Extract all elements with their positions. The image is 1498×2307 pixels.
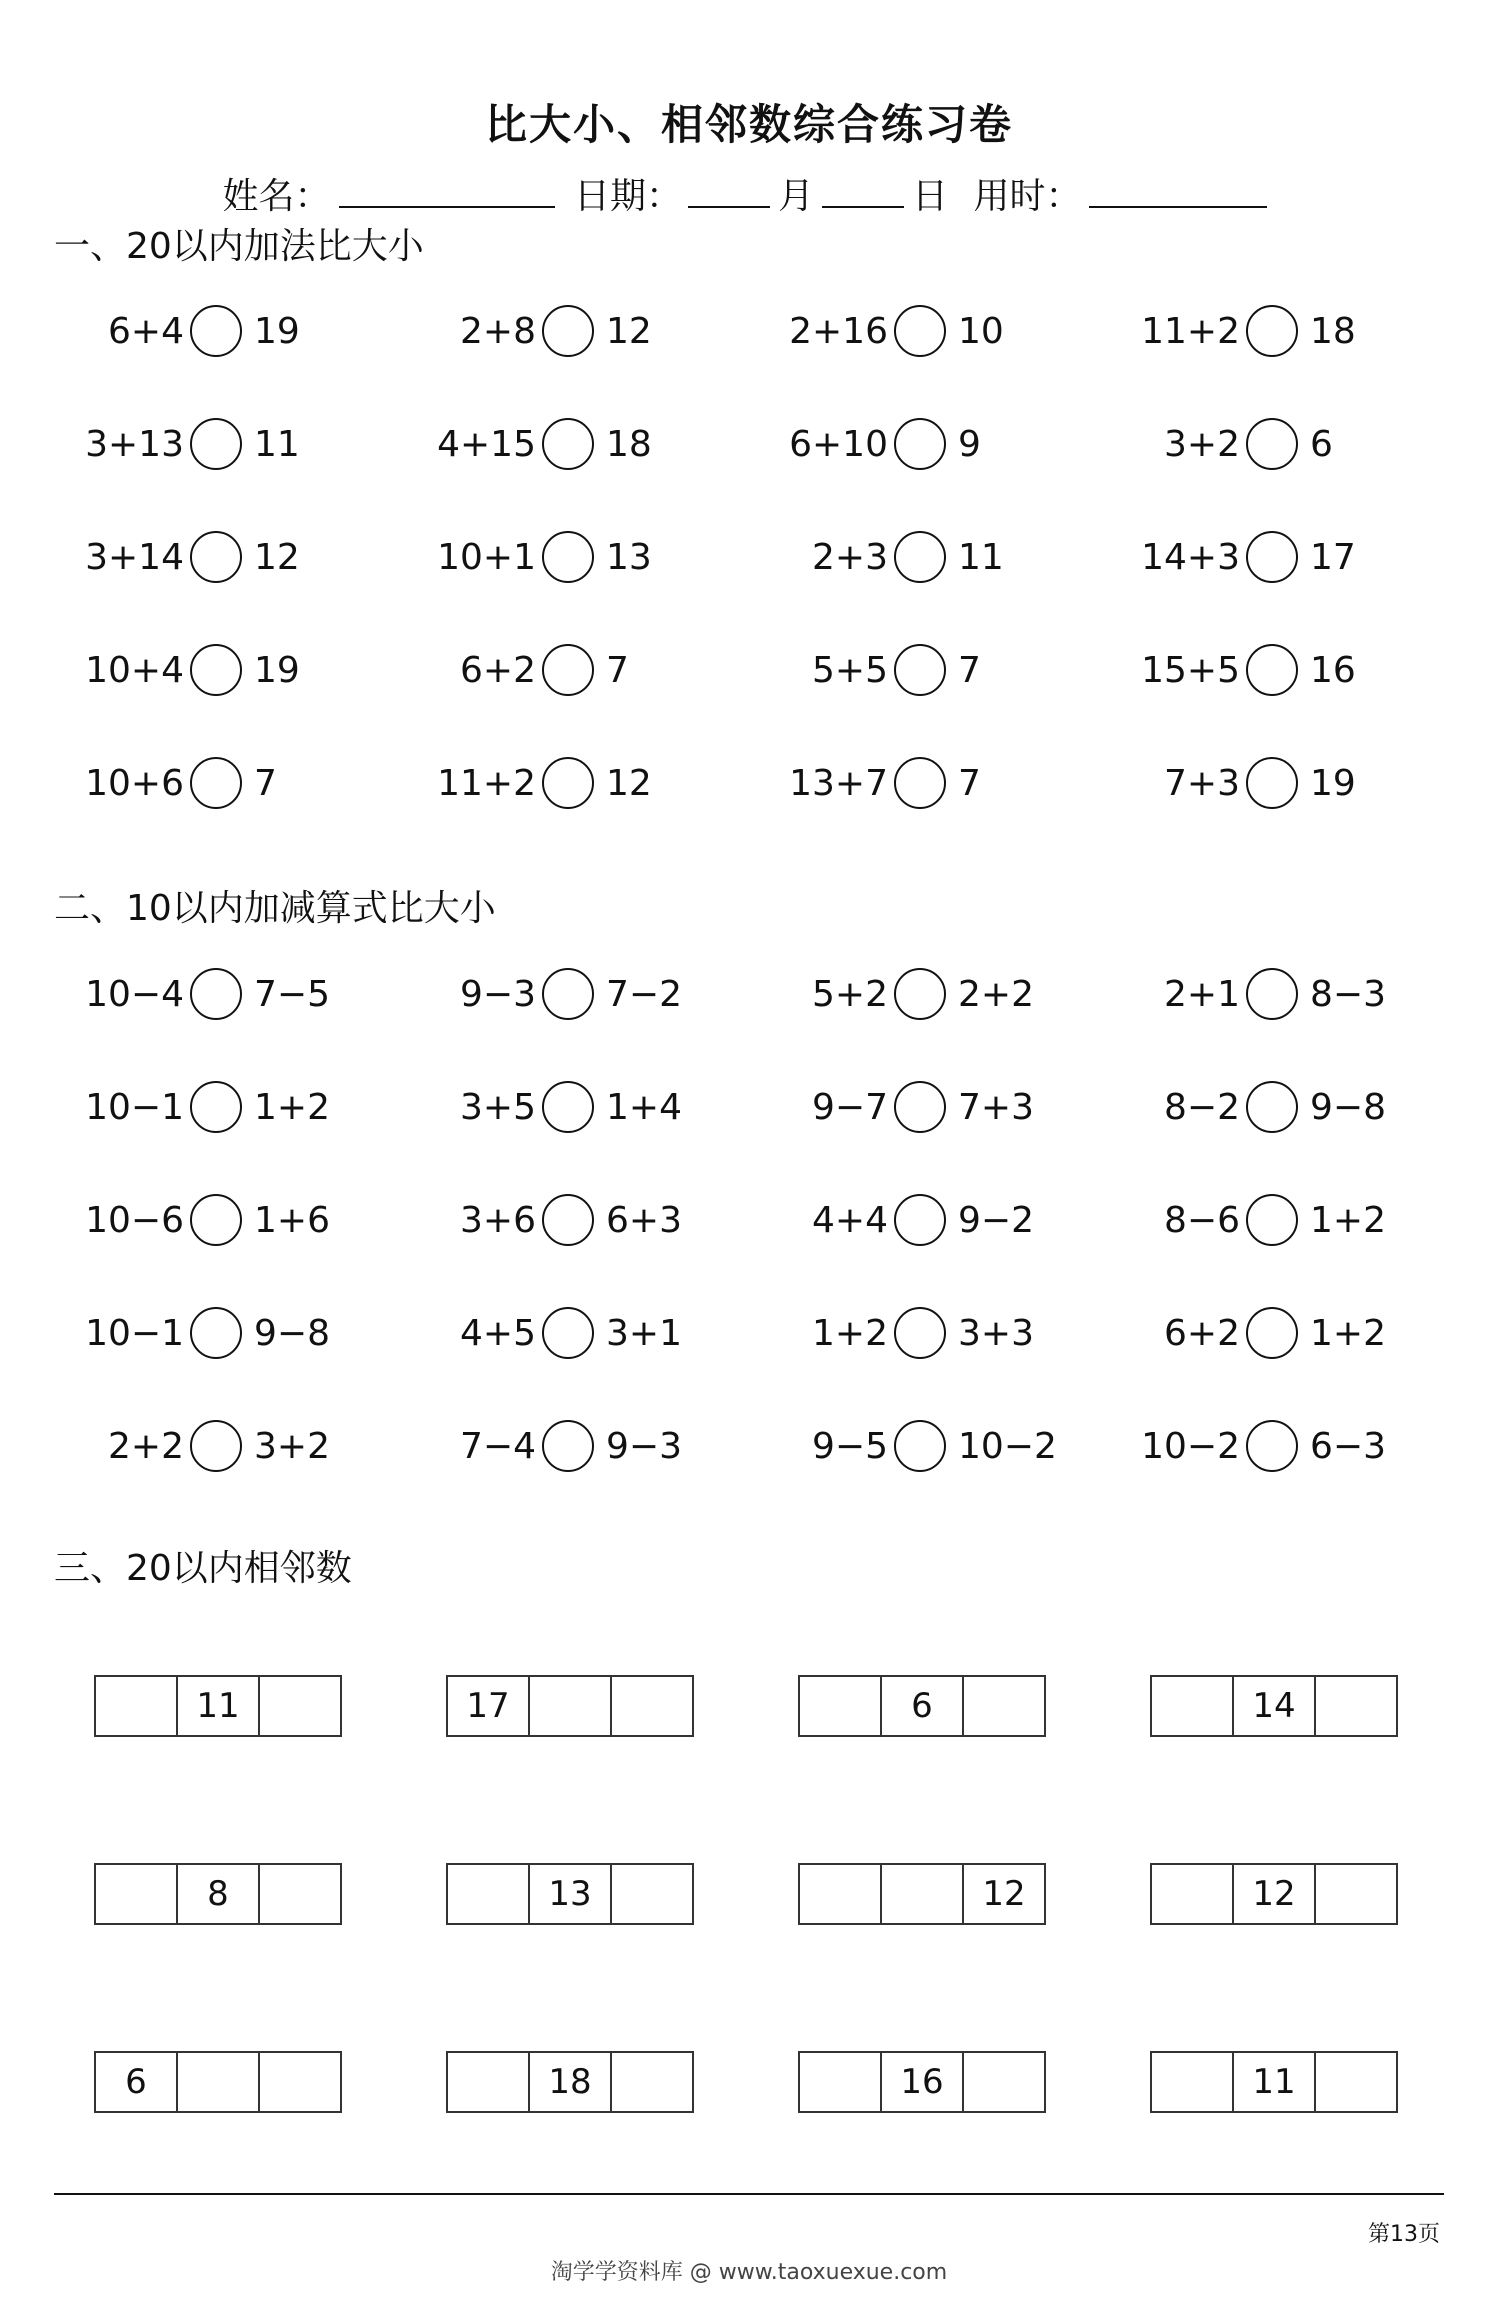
addition-compare-problem xyxy=(416,414,652,474)
answer-circle[interactable] xyxy=(190,1420,242,1472)
expression-compare-problem xyxy=(64,1190,330,1250)
right-expression: 6 xyxy=(1310,423,1333,465)
right-expression: 1+6 xyxy=(254,1199,330,1241)
left-expression: 6+2 xyxy=(460,649,536,691)
answer-circle[interactable] xyxy=(542,305,594,357)
left-expression: 1+2 xyxy=(812,1312,888,1354)
expression-compare-problem xyxy=(416,1190,682,1250)
watermark-text: 淘学学资料库 @ www.taoxuexue.com xyxy=(550,2260,948,2285)
right-expression: 7 xyxy=(958,649,981,691)
neighbor-given-cell: 17 xyxy=(466,1686,510,1726)
expression-compare-problem xyxy=(64,1077,330,1137)
addition-compare-problem xyxy=(64,527,300,587)
right-expression: 9−2 xyxy=(958,1199,1034,1241)
left-expression: 2+1 xyxy=(1164,973,1240,1015)
answer-circle[interactable] xyxy=(894,305,946,357)
expression-compare-problem xyxy=(64,1303,330,1363)
left-expression: 2+2 xyxy=(108,1425,184,1467)
answer-circle[interactable] xyxy=(894,757,946,809)
left-expression: 10−4 xyxy=(85,973,184,1015)
answer-circle[interactable] xyxy=(894,1420,946,1472)
right-expression: 7 xyxy=(958,762,981,804)
addition-compare-problem xyxy=(768,301,1004,361)
neighbor-given-cell: 12 xyxy=(962,1865,1044,1923)
time-label: 用时： xyxy=(973,176,1082,217)
left-expression: 11+2 xyxy=(1141,310,1240,352)
answer-circle[interactable] xyxy=(894,968,946,1020)
right-expression: 19 xyxy=(1310,762,1356,804)
left-expression: 10−1 xyxy=(85,1086,184,1128)
neighbor-given-cell: 11 xyxy=(1232,2053,1314,2111)
answer-circle[interactable] xyxy=(542,1307,594,1359)
addition-compare-problem xyxy=(64,753,277,813)
right-expression: 3+3 xyxy=(958,1312,1034,1354)
left-expression: 6+2 xyxy=(1164,1312,1240,1354)
expression-compare-problem xyxy=(1120,1303,1386,1363)
right-expression: 11 xyxy=(958,536,1004,578)
neighbor-given-cell: 11 xyxy=(176,1677,258,1735)
addition-compare-problem xyxy=(768,414,981,474)
expression-compare-problem xyxy=(416,964,682,1024)
neighbor-answer-cell[interactable] xyxy=(610,2053,692,2111)
neighbor-given-cell: 6 xyxy=(880,1677,962,1735)
day-blank[interactable] xyxy=(822,172,904,208)
left-expression: 3+14 xyxy=(85,536,184,578)
right-expression: 18 xyxy=(1310,310,1356,352)
right-expression: 1+2 xyxy=(1310,1312,1386,1354)
answer-circle[interactable] xyxy=(190,1081,242,1133)
right-expression: 9−8 xyxy=(1310,1086,1386,1128)
addition-compare-problem xyxy=(1120,640,1356,700)
neighbor-number-box xyxy=(446,1675,694,1737)
right-expression: 1+2 xyxy=(254,1086,330,1128)
neighbor-answer-cell[interactable] xyxy=(258,2053,340,2111)
expression-compare-problem xyxy=(416,1077,682,1137)
left-expression: 10−1 xyxy=(85,1312,184,1354)
left-expression: 10+4 xyxy=(85,649,184,691)
left-expression: 3+13 xyxy=(85,423,184,465)
left-expression: 9−5 xyxy=(812,1425,888,1467)
neighbor-given-cell: 12 xyxy=(1232,1865,1314,1923)
left-expression: 10−6 xyxy=(85,1199,184,1241)
neighbor-given-cell: 6 xyxy=(125,2062,147,2102)
left-expression: 5+2 xyxy=(812,973,888,1015)
right-expression: 7+3 xyxy=(958,1086,1034,1128)
expression-compare-problem xyxy=(416,1416,682,1476)
neighbor-answer-cell[interactable] xyxy=(258,1865,340,1923)
right-expression: 18 xyxy=(606,423,652,465)
right-expression: 9−3 xyxy=(606,1425,682,1467)
right-expression: 1+2 xyxy=(1310,1199,1386,1241)
answer-circle[interactable] xyxy=(894,1307,946,1359)
page-number: 第13页 xyxy=(1368,2222,1440,2247)
expression-compare-problem xyxy=(768,1077,1034,1137)
right-expression: 7−2 xyxy=(606,973,682,1015)
month-blank[interactable] xyxy=(688,172,770,208)
neighbor-given-cell: 8 xyxy=(176,1865,258,1923)
expression-compare-problem xyxy=(1120,964,1386,1024)
right-expression: 8−3 xyxy=(1310,973,1386,1015)
left-expression: 4+4 xyxy=(812,1199,888,1241)
right-expression: 17 xyxy=(1310,536,1356,578)
neighbor-answer-cell[interactable] xyxy=(1152,1865,1232,1923)
left-expression: 3+6 xyxy=(460,1199,536,1241)
addition-compare-problem xyxy=(768,753,981,813)
right-expression: 9 xyxy=(958,423,981,465)
answer-circle[interactable] xyxy=(1246,1307,1298,1359)
neighbor-answer-cell[interactable] xyxy=(800,1677,880,1735)
neighbor-answer-cell[interactable] xyxy=(1152,1677,1232,1735)
answer-circle[interactable] xyxy=(190,531,242,583)
answer-circle[interactable] xyxy=(190,1194,242,1246)
expression-compare-problem xyxy=(768,1190,1034,1250)
left-expression: 4+5 xyxy=(460,1312,536,1354)
neighbor-number-box xyxy=(798,2051,1046,2113)
addition-compare-problem xyxy=(1120,301,1356,361)
addition-compare-problem xyxy=(1120,414,1333,474)
answer-circle[interactable] xyxy=(190,418,242,470)
neighbor-number-box xyxy=(798,1863,1046,1925)
addition-compare-problem xyxy=(416,301,652,361)
addition-compare-problem xyxy=(416,527,652,587)
left-expression: 13+7 xyxy=(789,762,888,804)
addition-compare-problem xyxy=(1120,753,1356,813)
left-expression: 3+5 xyxy=(460,1086,536,1128)
section-3-title: 三、20以内相邻数 xyxy=(54,1548,352,1589)
left-expression: 8−2 xyxy=(1164,1086,1240,1128)
right-expression: 19 xyxy=(254,649,300,691)
answer-circle[interactable] xyxy=(1246,305,1298,357)
student-info-row xyxy=(0,168,1498,219)
right-expression: 13 xyxy=(606,536,652,578)
answer-circle[interactable] xyxy=(190,968,242,1020)
neighbor-number-box xyxy=(446,2051,694,2113)
neighbor-number-box xyxy=(1150,1675,1398,1737)
name-label: 姓名： xyxy=(222,176,331,217)
answer-circle[interactable] xyxy=(1246,968,1298,1020)
right-expression: 12 xyxy=(606,762,652,804)
answer-circle[interactable] xyxy=(894,1194,946,1246)
answer-circle[interactable] xyxy=(542,968,594,1020)
neighbor-given-cell: 16 xyxy=(880,2053,962,2111)
footer-divider xyxy=(54,2193,1444,2195)
expression-compare-problem xyxy=(768,964,1034,1024)
right-expression: 7−5 xyxy=(254,973,330,1015)
left-expression: 7+3 xyxy=(1164,762,1240,804)
neighbor-answer-cell[interactable] xyxy=(258,1677,340,1735)
answer-circle[interactable] xyxy=(542,1081,594,1133)
neighbor-given-cell: 13 xyxy=(528,1865,610,1923)
right-expression: 9−8 xyxy=(254,1312,330,1354)
left-expression: 10+6 xyxy=(85,762,184,804)
addition-compare-problem xyxy=(416,640,629,700)
right-expression: 11 xyxy=(254,423,300,465)
right-expression: 7 xyxy=(606,649,629,691)
month-label: 月 xyxy=(777,176,814,217)
answer-circle[interactable] xyxy=(542,1194,594,1246)
neighbor-number-box xyxy=(1150,1863,1398,1925)
addition-compare-problem xyxy=(64,640,300,700)
answer-circle[interactable] xyxy=(894,418,946,470)
right-expression: 6+3 xyxy=(606,1199,682,1241)
neighbor-answer-cell[interactable] xyxy=(1314,1677,1396,1735)
expression-compare-problem xyxy=(1120,1190,1386,1250)
answer-circle[interactable] xyxy=(542,418,594,470)
answer-circle[interactable] xyxy=(1246,1081,1298,1133)
addition-compare-problem xyxy=(768,527,1004,587)
answer-circle[interactable] xyxy=(542,757,594,809)
right-expression: 3+2 xyxy=(254,1425,330,1467)
neighbor-given-cell: 18 xyxy=(528,2053,610,2111)
left-expression: 7−4 xyxy=(460,1425,536,1467)
addition-compare-problem xyxy=(416,753,652,813)
expression-compare-problem xyxy=(768,1416,1057,1476)
neighbor-answer-cell[interactable] xyxy=(96,1865,176,1923)
neighbor-answer-cell[interactable] xyxy=(1152,2053,1232,2111)
right-expression: 19 xyxy=(254,310,300,352)
answer-circle[interactable] xyxy=(894,1081,946,1133)
neighbor-number-box xyxy=(94,2051,342,2113)
left-expression: 5+5 xyxy=(812,649,888,691)
answer-circle[interactable] xyxy=(542,1420,594,1472)
neighbor-answer-cell[interactable] xyxy=(800,2053,880,2111)
left-expression: 6+10 xyxy=(789,423,888,465)
expression-compare-problem xyxy=(1120,1077,1386,1137)
left-expression: 10−2 xyxy=(1141,1425,1240,1467)
addition-compare-problem xyxy=(1120,527,1356,587)
section-2-title: 二、10以内加减算式比大小 xyxy=(54,888,496,929)
neighbor-answer-cell[interactable] xyxy=(448,1865,528,1923)
left-expression: 6+4 xyxy=(108,310,184,352)
answer-circle[interactable] xyxy=(1246,418,1298,470)
neighbor-number-box xyxy=(1150,2051,1398,2113)
answer-circle[interactable] xyxy=(190,305,242,357)
neighbor-number-box xyxy=(446,1863,694,1925)
right-expression: 10 xyxy=(958,310,1004,352)
neighbor-answer-cell[interactable] xyxy=(96,1677,176,1735)
answer-circle[interactable] xyxy=(190,644,242,696)
answer-circle[interactable] xyxy=(1246,531,1298,583)
time-blank[interactable] xyxy=(1089,172,1267,208)
expression-compare-problem xyxy=(1120,1416,1386,1476)
expression-compare-problem xyxy=(768,1303,1034,1363)
left-expression: 10+1 xyxy=(437,536,536,578)
section-1-title: 一、20以内加法比大小 xyxy=(54,226,424,267)
answer-circle[interactable] xyxy=(894,531,946,583)
neighbor-answer-cell[interactable] xyxy=(962,2053,1044,2111)
right-expression: 1+4 xyxy=(606,1086,682,1128)
left-expression: 11+2 xyxy=(437,762,536,804)
left-expression: 14+3 xyxy=(1141,536,1240,578)
expression-compare-problem xyxy=(64,1416,330,1476)
answer-circle[interactable] xyxy=(1246,1194,1298,1246)
right-expression: 16 xyxy=(1310,649,1356,691)
expression-compare-problem xyxy=(64,964,330,1024)
addition-compare-problem xyxy=(64,301,300,361)
neighbor-given-cell: 14 xyxy=(1232,1677,1314,1735)
right-expression: 2+2 xyxy=(958,973,1034,1015)
left-expression: 15+5 xyxy=(1141,649,1240,691)
right-expression: 6−3 xyxy=(1310,1425,1386,1467)
expression-compare-problem xyxy=(416,1303,682,1363)
neighbor-answer-cell[interactable] xyxy=(176,2053,258,2111)
answer-circle[interactable] xyxy=(542,531,594,583)
neighbor-answer-cell[interactable] xyxy=(528,1677,610,1735)
left-expression: 2+8 xyxy=(460,310,536,352)
left-expression: 3+2 xyxy=(1164,423,1240,465)
answer-circle[interactable] xyxy=(1246,1420,1298,1472)
neighbor-answer-cell[interactable] xyxy=(610,1677,692,1735)
left-expression: 4+15 xyxy=(437,423,536,465)
neighbor-answer-cell[interactable] xyxy=(800,1865,880,1923)
addition-compare-problem xyxy=(768,640,981,700)
date-label: 日期： xyxy=(573,176,682,217)
left-expression: 2+16 xyxy=(789,310,888,352)
right-expression: 10−2 xyxy=(958,1425,1057,1467)
neighbor-answer-cell[interactable] xyxy=(1314,2053,1396,2111)
neighbor-answer-cell[interactable] xyxy=(962,1677,1044,1735)
neighbor-answer-cell[interactable] xyxy=(610,1865,692,1923)
addition-compare-problem xyxy=(64,414,300,474)
left-expression: 9−7 xyxy=(812,1086,888,1128)
left-expression: 9−3 xyxy=(460,973,536,1015)
day-label: 日 xyxy=(912,176,949,217)
page-title: 比大小、相邻数综合练习卷 xyxy=(484,100,1013,149)
neighbor-answer-cell[interactable] xyxy=(448,2053,528,2111)
neighbor-answer-cell[interactable] xyxy=(1314,1865,1396,1923)
right-expression: 12 xyxy=(606,310,652,352)
answer-circle[interactable] xyxy=(1246,757,1298,809)
answer-circle[interactable] xyxy=(542,644,594,696)
answer-circle[interactable] xyxy=(190,1307,242,1359)
right-expression: 7 xyxy=(254,762,277,804)
right-expression: 12 xyxy=(254,536,300,578)
right-expression: 3+1 xyxy=(606,1312,682,1354)
neighbor-answer-cell[interactable] xyxy=(880,1865,962,1923)
left-expression: 8−6 xyxy=(1164,1199,1240,1241)
neighbor-number-box xyxy=(94,1863,342,1925)
neighbor-number-box xyxy=(94,1675,342,1737)
neighbor-number-box xyxy=(798,1675,1046,1737)
name-blank[interactable] xyxy=(339,172,555,208)
answer-circle[interactable] xyxy=(190,757,242,809)
answer-circle[interactable] xyxy=(1246,644,1298,696)
answer-circle[interactable] xyxy=(894,644,946,696)
left-expression: 2+3 xyxy=(812,536,888,578)
